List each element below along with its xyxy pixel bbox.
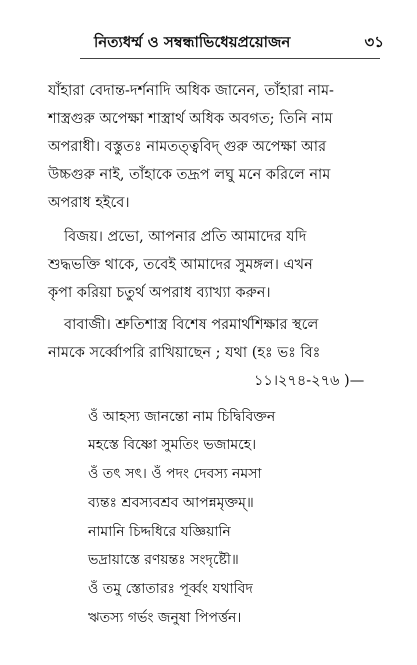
verse-line-1: ওঁ আহস্য জানন্তো নাম চিদ্বিবিক্তন: [88, 409, 276, 425]
text-line-2: শাস্ত্রগুরু অপেক্ষা শাস্ত্রার্থ অধিক অবগত; তিনি নাম: [48, 111, 333, 127]
verse-line-7: ওঁ তমু স্তোতারঃ পূর্ব্বং যথাবিদ: [88, 581, 253, 597]
header-rule: [80, 58, 380, 59]
running-title: নিত্যধর্ম্ম ও সম্বন্ধাভিধেয়প্রয়োজন: [94, 32, 291, 51]
text-line-7: শুদ্ধভক্তি থাকে, তবেই আমাদের সুমঙ্গল। এখন: [48, 257, 313, 273]
verse-line-8: ঋতস্য গর্ভং জনুষা পিপর্ত্তন।: [88, 610, 242, 626]
text-line-3: অপরাধী। বস্তুতঃ নামতত্ত্ববিদ্ গুরু অপেক্ষা আর: [48, 139, 327, 155]
verse-line-5: নামানি চিদ্দধিরে যজ্ঞিয়ানি: [88, 524, 231, 540]
page-header: [94, 30, 384, 56]
verse-line-4: ব্যন্তঃ শ্রবস্যবশ্রব আপন্নমৃক্তম্॥: [88, 495, 254, 511]
verse-line-2: মহস্তে বিষ্ণো সুমতিং ভজামহে।: [88, 437, 257, 453]
verse-line-3: ওঁ তৎ সৎ। ওঁ পদং দেবস্য নমসা: [88, 466, 262, 482]
text-line-11: ১১।২৭৪-২৭৬ )—: [254, 373, 365, 389]
page-number: ৩১: [364, 32, 384, 51]
text-line-9: বাবাজী। শ্রুতিশাস্ত্র বিশেষ পরমার্থশিক্ষার স্থলে: [64, 317, 319, 333]
verse-line-6: ভদ্রায়াস্তে রণয়ন্তঃ সংদৃষ্টৌ॥: [88, 552, 239, 568]
text-line-5: অপরাধ হইবে।: [48, 195, 130, 211]
text-line-4: উচ্চগুরু নাই, তাঁহাকে তদ্রূপ লঘু মনে করিলে নাম: [48, 167, 331, 183]
text-line-10: নামকে সর্ব্বোপরি রাখিয়াছেন ; যথা (হঃ ভঃ বিঃ: [48, 345, 321, 361]
text-line-8: কৃপা করিয়া চতুর্থ অপরাধ ব্যাখ্যা করুন।: [48, 285, 271, 301]
text-line-6: বিজয়। প্রভো, আপনার প্রতি আমাদের যদি: [64, 229, 307, 245]
text-line-1: যাঁহারা বেদান্ত-দর্শনাদি অধিক জানেন, তাঁহারা নাম-: [48, 83, 334, 99]
